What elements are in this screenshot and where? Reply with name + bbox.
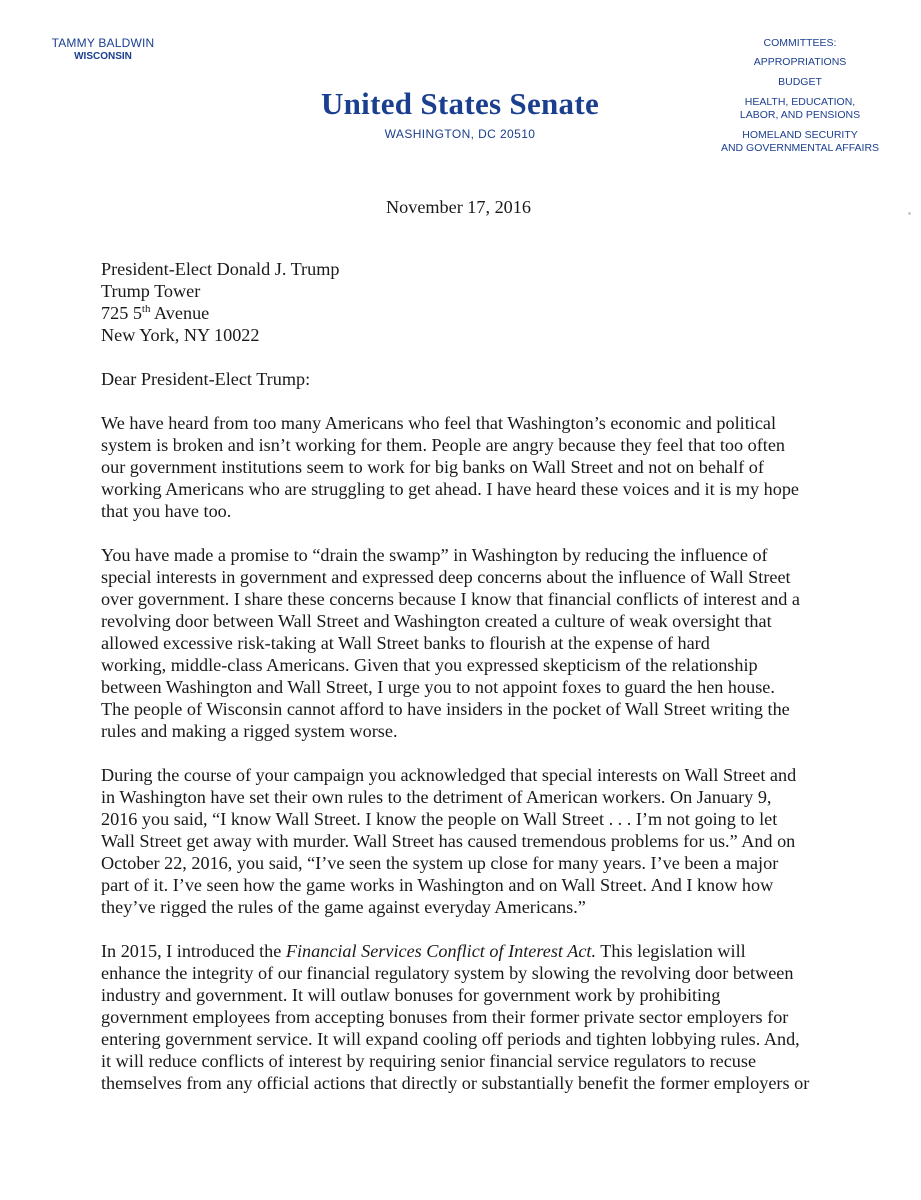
- intro-continuation: This legislation will: [596, 941, 746, 961]
- text-line: enhance the integrity of our financial regulatory system by slowing the revolving door between: [101, 963, 794, 983]
- text-line: October 22, 2016, you said, “I’ve seen the system up close for many years. I’ve been a major: [101, 853, 779, 873]
- paragraph-4: [101, 940, 821, 1094]
- text-line: rules and making a rigged system worse.: [101, 721, 398, 741]
- act-title: Financial Services Conflict of Interest Act.: [285, 941, 596, 961]
- address-line: Trump Tower: [101, 281, 201, 301]
- text-line: they’ve rigged the rules of the game against everyday Americans.”: [101, 897, 586, 917]
- text-line: 2016 you said, “I know Wall Street. I know the people on Wall Street . . . I’m not going to let: [101, 809, 778, 829]
- text-line: During the course of your campaign you acknowledged that special interests on Wall Street and: [101, 765, 797, 785]
- committee-item: BUDGET: [778, 76, 822, 88]
- text-line: Wall Street get away with murder. Wall Street has caused tremendous problems for us.” And on: [101, 831, 796, 851]
- scan-speck: [908, 212, 911, 215]
- text-line: The people of Wisconsin cannot afford to have insiders in the pocket of Wall Street writing the: [101, 699, 790, 719]
- letter-date: November 17, 2016: [386, 197, 531, 217]
- senator-state: WISCONSIN: [74, 51, 132, 62]
- street-number: 725 5: [101, 303, 142, 323]
- committees-label: COMMITTEES:: [763, 37, 837, 49]
- paragraph-3: [101, 764, 821, 918]
- recipient-address: [101, 258, 821, 346]
- letterhead: [300, 86, 620, 142]
- text-line: government employees from accepting bonuses from their former private sector employers for: [101, 1007, 789, 1027]
- committee-item: HEALTH, EDUCATION, LABOR, AND PENSIONS: [739, 96, 861, 121]
- committee-item: HOMELAND SECURITY AND GOVERNMENTAL AFFAIRS: [720, 129, 880, 154]
- text-line: We have heard from too many Americans who feel that Washington’s economic and political: [101, 413, 777, 433]
- text-line: part of it. I’ve seen how the game works in Washington and on Wall Street. And I know how: [101, 875, 774, 895]
- text-line: [101, 940, 821, 962]
- text-line: that you have too.: [101, 501, 232, 521]
- text-line: working Americans who are struggling to get ahead. I have heard these voices and it is my hope: [101, 479, 799, 499]
- address-line: New York, NY 10022: [101, 325, 260, 345]
- paragraph-2: [101, 544, 821, 742]
- text-line: it will reduce conflicts of interest by requiring senior financial service regulators to recuse: [101, 1051, 757, 1071]
- letter-body: [101, 196, 821, 1116]
- text-line: our government institutions seem to work for big banks on Wall Street and not on behalf of: [101, 457, 764, 477]
- senator-block: [38, 36, 168, 63]
- text-line: system is broken and isn’t working for them. People are angry because they feel that too often: [101, 435, 786, 455]
- text-line: in Washington have set their own rules to the detriment of American workers. On January 9,: [101, 787, 772, 807]
- text-line: You have made a promise to “drain the swamp” in Washington by reducing the influence of: [101, 545, 768, 565]
- text-line: special interests in government and expressed deep concerns about the influence of Wall Street: [101, 567, 791, 587]
- address-line: President-Elect Donald J. Trump: [101, 259, 340, 279]
- paragraph-1: [101, 412, 821, 522]
- text-line: allowed excessive risk-taking at Wall Street banks to flourish at the expense of hard: [101, 633, 710, 653]
- senator-name: TAMMY BALDWIN: [51, 36, 155, 50]
- institution-name: United States Senate: [320, 86, 600, 121]
- intro-text: In 2015, I introduced the: [101, 941, 286, 961]
- text-line: working, middle-class Americans. Given that you expressed skepticism of the relationship: [101, 655, 758, 675]
- ordinal-suffix: th: [141, 302, 151, 315]
- salutation: Dear President-Elect Trump:: [101, 369, 311, 389]
- text-line: themselves from any official actions that directly or substantially benefit the former employers or: [101, 1073, 810, 1093]
- text-line: entering government service. It will expand cooling off periods and tighten lobbying rules. And,: [101, 1029, 800, 1049]
- text-line: revolving door between Wall Street and Washington created a culture of weak oversight that: [101, 611, 772, 631]
- street-name: Avenue: [150, 303, 210, 323]
- committees-list: [700, 37, 900, 162]
- committee-item: APPROPRIATIONS: [753, 56, 847, 68]
- senate-address: WASHINGTON, DC 20510: [384, 127, 536, 141]
- text-line: over government. I share these concerns because I know that financial conflicts of interest and a: [101, 589, 800, 609]
- address-line: [101, 302, 821, 324]
- text-line: industry and government. It will outlaw bonuses for government work by prohibiting: [101, 985, 721, 1005]
- text-line: between Washington and Wall Street, I urge you to not appoint foxes to guard the hen house.: [101, 677, 775, 697]
